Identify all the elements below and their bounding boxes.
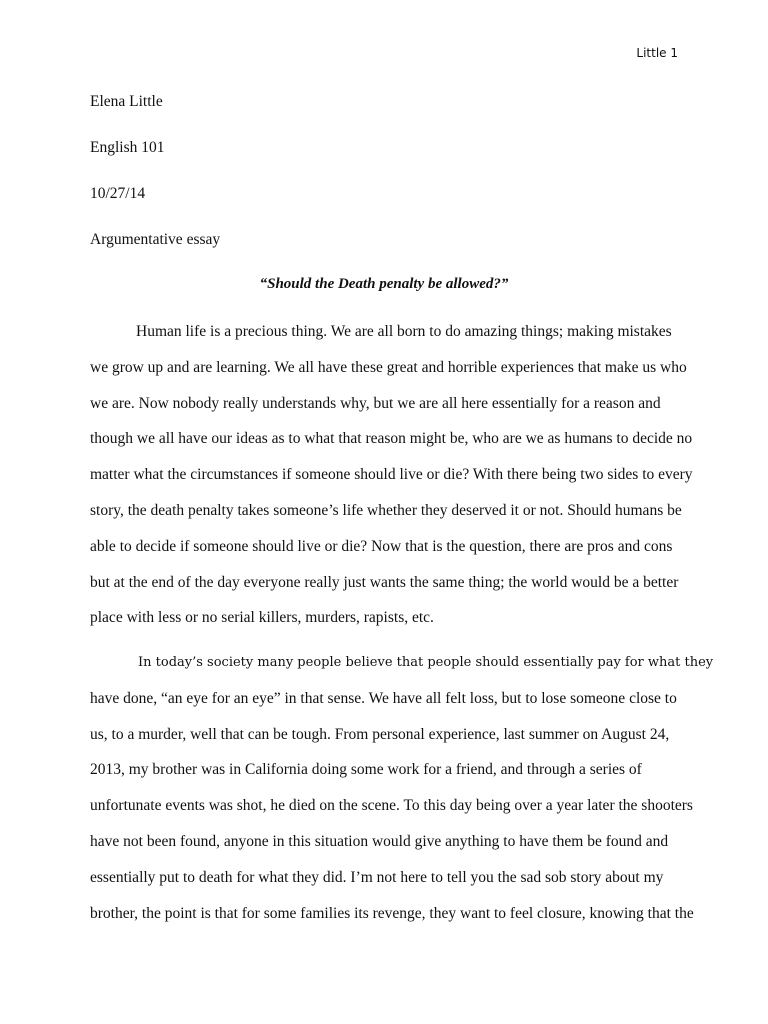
- paragraph-line: In today’s society many people believe that people should essentially pay for what they: [138, 655, 714, 670]
- essay-type: Argumentative essay: [90, 231, 221, 248]
- paragraph-line: matter what the circumstances if someone should live or die? With there being two sides to every: [90, 466, 693, 484]
- paragraph-2: [90, 645, 714, 931]
- paragraph-line: brother, the point is that for some families its revenge, they want to feel closure, knowing that the: [90, 904, 694, 922]
- paragraph-1: [90, 314, 693, 636]
- author-name: Elena Little: [90, 93, 163, 110]
- paragraph-line: have not been found, anyone in this situation would give anything to have them be found and: [90, 832, 669, 850]
- paragraph-line: unfortunate events was shot, he died on the scene. To this day being over a year later the shooters: [90, 797, 693, 815]
- essay-date: 10/27/14: [90, 185, 146, 202]
- paragraph-line: though we all have our ideas as to what that reason might be, who are we as humans to decide no: [90, 430, 693, 448]
- paragraph-line: have done, “an eye for an eye” in that sense. We have all felt loss, but to lose someone close to: [90, 689, 677, 707]
- paragraph-line: essentially put to death for what they did. I’m not here to tell you the sad sob story about my: [90, 868, 664, 886]
- paragraph-line: us, to a murder, well that can be tough. From personal experience, last summer on August 24,: [90, 725, 670, 743]
- paragraph-line: we are. Now nobody really understands why, but we are all here essentially for a reason and: [90, 394, 661, 412]
- paragraph-line: story, the death penalty takes someone’s life whether they deserved it or not. Should humans be: [90, 501, 682, 519]
- paragraph-line: Human life is a precious thing. We are all born to do amazing things; making mistakes: [136, 323, 672, 340]
- paragraph-line: 2013, my brother was in California doing some work for a friend, and through a series of: [90, 761, 642, 779]
- course-name: English 101: [90, 139, 165, 156]
- paragraph-line: able to decide if someone should live or die? Now that is the question, there are pros and cons: [90, 537, 673, 555]
- essay-title: “Should the Death penalty be allowed?”: [259, 276, 509, 292]
- paragraph-line: we grow up and are learning. We all have these great and horrible experiences that make us who: [90, 358, 687, 376]
- page-header: Little 1: [636, 46, 678, 60]
- paragraph-line: place with less or no serial killers, murders, rapists, etc.: [90, 609, 434, 627]
- paragraph-line: but at the end of the day everyone really just wants the same thing; the world would be a better: [90, 573, 679, 591]
